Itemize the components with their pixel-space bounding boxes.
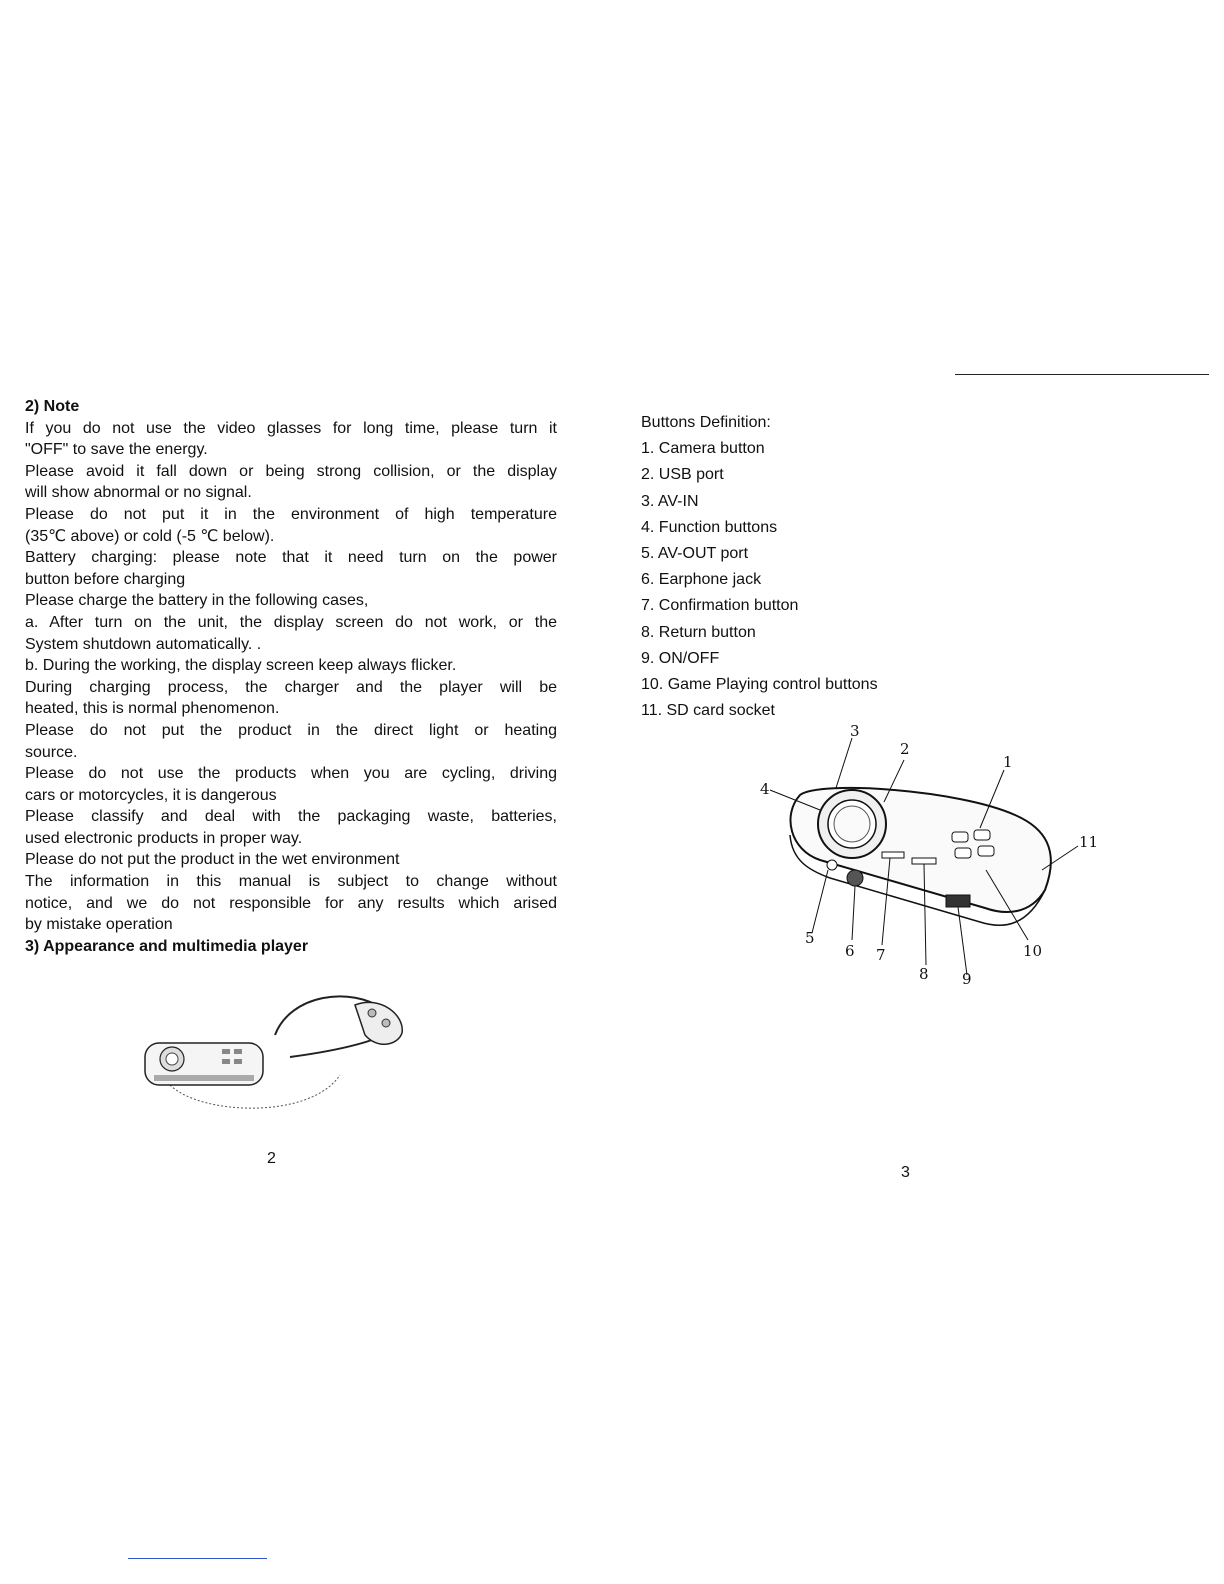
left-page-text: [25, 396, 557, 957]
note-line: Please do not put the product in the wet environment: [25, 851, 400, 869]
callout-3: 3: [850, 722, 860, 740]
appearance-heading: 3) Appearance and multimedia player: [25, 937, 309, 955]
button-definition-item: 5. AV-OUT port: [641, 545, 749, 563]
note-line: Please avoid it fall down or being strong collision, or the display: [25, 462, 557, 480]
buttons-definition: [641, 410, 1061, 724]
note-heading: 2) Note: [25, 398, 80, 415]
note-line: "OFF" to save the energy.: [25, 441, 208, 459]
note-line: If you do not use the video glasses for long time, please turn it: [25, 419, 557, 437]
note-line: will show abnormal or no signal.: [25, 484, 252, 502]
note-line: heated, this is normal phenomenon.: [25, 700, 280, 718]
note-line: The information in this manual is subject to change without: [25, 873, 557, 891]
note-line: notice, and we do not responsible for any results which arised: [25, 894, 557, 912]
note-line: by mistake operation: [25, 916, 173, 934]
note-line: System shutdown automatically. .: [25, 635, 262, 653]
note-line: Please do not put the product in the direct light or heating: [25, 721, 557, 739]
note-line: Please charge the battery in the following cases,: [25, 592, 369, 610]
button-definition-item: 10. Game Playing control buttons: [641, 676, 878, 694]
controller-diagram: [760, 740, 1100, 990]
note-line: source.: [25, 743, 78, 761]
callout-1: 1: [1003, 753, 1013, 771]
note-line: a. After turn on the unit, the display screen do not work, or the: [25, 613, 557, 631]
button-definition-item: 11. SD card socket: [641, 702, 775, 720]
button-definition-item: 7. Confirmation button: [641, 597, 799, 615]
callout-7: 7: [876, 946, 886, 964]
button-definition-item: 8. Return button: [641, 623, 756, 641]
buttons-definition-title: Buttons Definition:: [641, 414, 771, 431]
callout-2: 2: [900, 740, 910, 758]
callout-9: 9: [962, 970, 972, 988]
page-number-right: 3: [901, 1164, 910, 1181]
glasses-and-controller-illustration: [140, 985, 420, 1125]
button-definition-item: 2. USB port: [641, 466, 724, 484]
note-line: Please classify and deal with the packaging waste, batteries,: [25, 808, 557, 826]
note-line: button before charging: [25, 570, 186, 588]
callout-4: 4: [760, 780, 770, 798]
callout-11: 11: [1079, 833, 1099, 851]
page-number-left: 2: [267, 1150, 276, 1167]
callout-10: 10: [1023, 942, 1043, 960]
note-line: Battery charging: please note that it need turn on the power: [25, 549, 557, 567]
note-line: (35℃ above) or cold (-5 ℃ below).: [25, 527, 275, 545]
bottom-link-rule: [128, 1558, 267, 1559]
button-definition-item: 9. ON/OFF: [641, 649, 720, 667]
button-definition-item: 6. Earphone jack: [641, 571, 762, 589]
note-line: During charging process, the charger and the player will be: [25, 678, 557, 696]
note-line: used electronic products in proper way.: [25, 829, 303, 847]
note-line: cars or motorcycles, it is dangerous: [25, 786, 277, 804]
callout-5: 5: [805, 929, 815, 947]
note-line: Please do not use the products when you are cycling, driving: [25, 765, 557, 783]
button-definition-item: 4. Function buttons: [641, 518, 778, 536]
note-line: Please do not put it in the environment of high temperature: [25, 505, 557, 523]
callout-6: 6: [845, 942, 855, 960]
top-rule: [955, 374, 1209, 375]
button-definition-item: 3. AV-IN: [641, 492, 699, 510]
callout-8: 8: [919, 965, 929, 983]
button-definition-item: 1. Camera button: [641, 440, 765, 458]
note-line: b. During the working, the display screen keep always flicker.: [25, 657, 457, 675]
